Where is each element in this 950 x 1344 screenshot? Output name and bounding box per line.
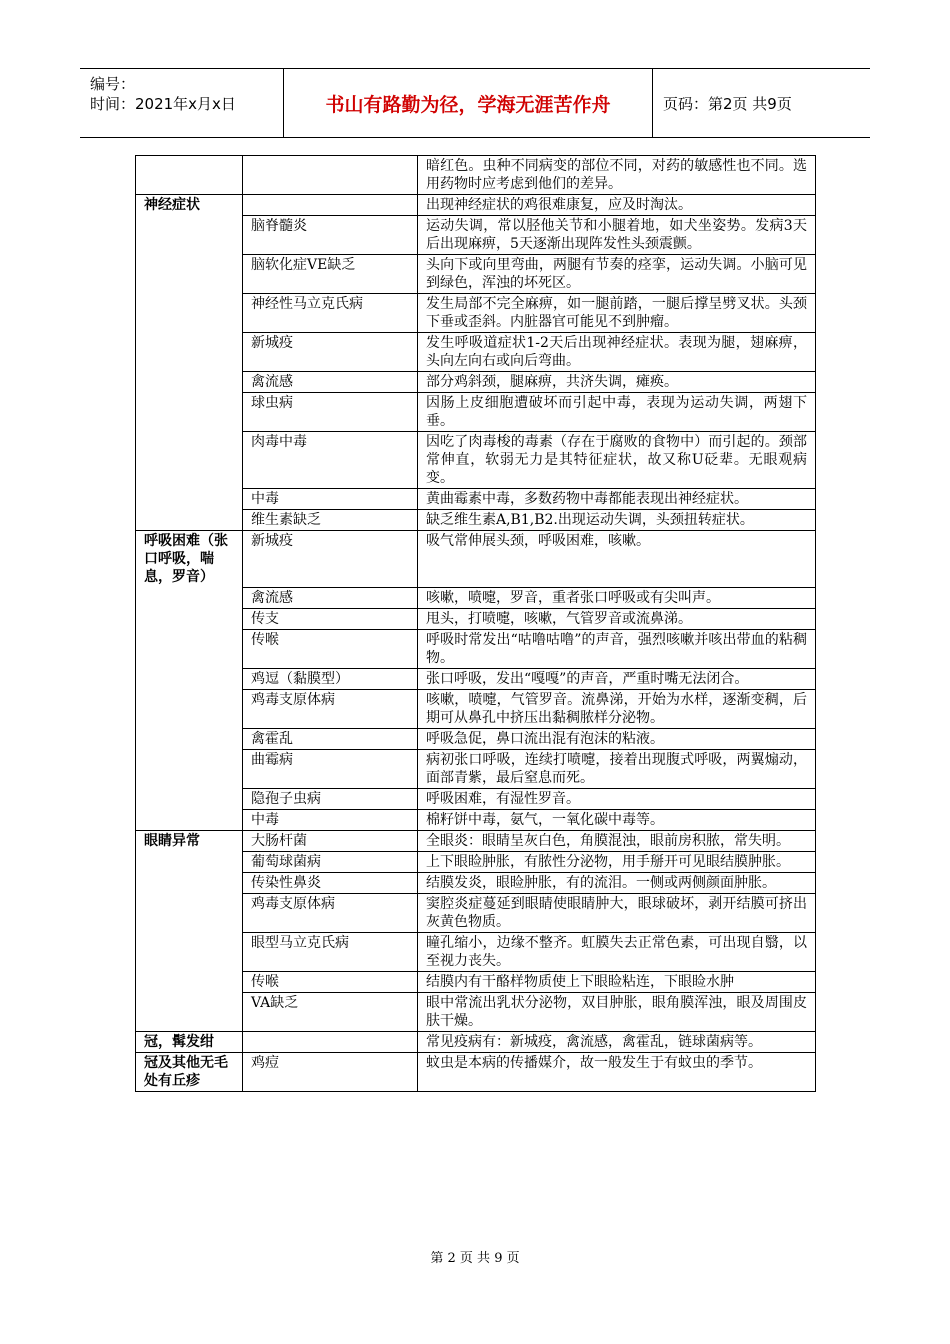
- symptom-category-cell: [136, 333, 243, 372]
- symptom-description-cell: 运动失调，常以胫他关节和小腿着地，如犬坐姿势。发病3天后出现麻痹，5天逐渐出现阵发性头颈震颤。: [418, 216, 816, 255]
- disease-name-cell: 禽流感: [243, 587, 418, 608]
- disease-name-cell: 传支: [243, 608, 418, 629]
- symptom-category-cell: [136, 728, 243, 749]
- disease-name-cell: 曲霉病: [243, 749, 418, 788]
- disease-name-cell: 球虫病: [243, 393, 418, 432]
- table-row: [136, 830, 816, 851]
- symptom-category-cell: [136, 294, 243, 333]
- symptom-category-cell: [136, 489, 243, 510]
- table-row: [136, 587, 816, 608]
- disease-name-cell: 中毒: [243, 489, 418, 510]
- disease-name-cell: 鸡逗（黏膜型）: [243, 668, 418, 689]
- disease-name-cell: 脑软化症VE缺乏: [243, 255, 418, 294]
- table-row: [136, 294, 816, 333]
- symptom-table: [135, 155, 816, 1092]
- header-motto: 书山有路勤为径，学海无涯苦作舟: [284, 69, 653, 137]
- symptom-description-cell: 黄曲霉素中毒，多数药物中毒都能表现出神经症状。: [418, 489, 816, 510]
- disease-name-cell: 脑脊髓炎: [243, 216, 418, 255]
- disease-name-cell: 大肠杆菌: [243, 830, 418, 851]
- symptom-category-cell: [136, 788, 243, 809]
- disease-name-cell: 新城疫: [243, 531, 418, 588]
- document-time-label: 时间：2021年x月x日: [90, 95, 236, 113]
- symptom-category-cell: [136, 608, 243, 629]
- symptom-description-cell: 吸气常伸展头颈，呼吸困难，咳嗽。: [418, 531, 816, 588]
- symptom-category-cell: [136, 393, 243, 432]
- table-row: [136, 971, 816, 992]
- symptom-category-cell: [136, 749, 243, 788]
- disease-name-cell: 传喉: [243, 971, 418, 992]
- symptom-category-cell: [136, 971, 243, 992]
- disease-name-cell: 维生素缺乏: [243, 510, 418, 531]
- symptom-category-cell: [136, 629, 243, 668]
- table-row: [136, 156, 816, 195]
- symptom-description-cell: 瞳孔缩小，边缘不整齐。虹膜失去正常色素，可出现自翳，以至视力丧失。: [418, 932, 816, 971]
- symptom-description-cell: 病初张口呼吸，连续打喷嚏，接着出现腹式呼吸，两翼煽动，面部青紫，最后窒息而死。: [418, 749, 816, 788]
- symptom-description-cell: 因肠上皮细胞遭破坏而引起中毒，表现为运动失调，两翅下垂。: [418, 393, 816, 432]
- disease-name-cell: 隐孢子虫病: [243, 788, 418, 809]
- symptom-category-cell: [136, 809, 243, 830]
- symptom-category-cell: [136, 932, 243, 971]
- symptom-category-cell: 冠及其他无毛处有丘疹: [136, 1052, 243, 1091]
- symptom-category-cell: [136, 372, 243, 393]
- symptom-description-cell: 发生呼吸道症状1-2天后出现神经症状。表现为腿，翅麻痹，头向左向右或向后弯曲。: [418, 333, 816, 372]
- table-row: [136, 255, 816, 294]
- symptom-description-cell: 全眼炎：眼睛呈灰白色，角膜混浊，眼前房积脓，常失明。: [418, 830, 816, 851]
- symptom-description-cell: 结膜内有干酪样物质使上下眼睑粘连，下眼睑水肿: [418, 971, 816, 992]
- table-row: [136, 872, 816, 893]
- table-row: [136, 489, 816, 510]
- disease-name-cell: 中毒: [243, 809, 418, 830]
- symptom-description-cell: 上下眼睑肿胀，有脓性分泌物，用手掰开可见眼结膜肿胀。: [418, 851, 816, 872]
- symptom-category-cell: [136, 893, 243, 932]
- table-row: [136, 608, 816, 629]
- disease-name-cell: [243, 156, 418, 195]
- disease-name-cell: 肉毒中毒: [243, 432, 418, 489]
- symptom-category-cell: [136, 992, 243, 1031]
- disease-name-cell: 禽流感: [243, 372, 418, 393]
- table-row: [136, 668, 816, 689]
- symptom-description-cell: 缺乏维生素A,B1,B2.出现运动失调，头颈扭转症状。: [418, 510, 816, 531]
- page-header: [80, 68, 870, 138]
- symptom-description-cell: 呼吸急促，鼻口流出混有泡沫的粘液。: [418, 728, 816, 749]
- symptom-description-cell: 因吃了肉毒梭的毒素（存在于腐败的食物中）而引起的。颈部常伸直，软弱无力是其特征症状，故又称U砭辈。无眼观病变。: [418, 432, 816, 489]
- symptom-description-cell: 蚊虫是本病的传播媒介，故一般发生于有蚊虫的季节。: [418, 1052, 816, 1091]
- symptom-category-cell: 神经症状: [136, 195, 243, 216]
- table-row: [136, 788, 816, 809]
- symptom-category-cell: 冠，髯发绀: [136, 1031, 243, 1052]
- symptom-category-cell: [136, 872, 243, 893]
- disease-name-cell: 传染性鼻炎: [243, 872, 418, 893]
- disease-name-cell: 葡萄球菌病: [243, 851, 418, 872]
- disease-name-cell: 鸡痘: [243, 1052, 418, 1091]
- symptom-category-cell: [136, 851, 243, 872]
- symptom-description-cell: 呼吸时常发出“咕噜咕噜”的声音，强烈咳嗽并咳出带血的粘稠物。: [418, 629, 816, 668]
- symptom-table-body: [136, 156, 816, 1092]
- disease-name-cell: 鸡毒支原体病: [243, 893, 418, 932]
- symptom-category-cell: [136, 587, 243, 608]
- table-row: [136, 372, 816, 393]
- disease-name-cell: 神经性马立克氏病: [243, 294, 418, 333]
- symptom-description-cell: 甩头，打喷嚏，咳嗽，气管罗音或流鼻涕。: [418, 608, 816, 629]
- symptom-description-cell: 呼吸困难，有湿性罗音。: [418, 788, 816, 809]
- table-row: [136, 1052, 816, 1091]
- disease-name-cell: 眼型马立克氏病: [243, 932, 418, 971]
- table-row: [136, 749, 816, 788]
- symptom-category-cell: [136, 432, 243, 489]
- disease-name-cell: 新城疫: [243, 333, 418, 372]
- table-row: [136, 195, 816, 216]
- table-row: [136, 932, 816, 971]
- disease-name-cell: [243, 1031, 418, 1052]
- symptom-category-cell: [136, 216, 243, 255]
- table-row: [136, 510, 816, 531]
- symptom-description-cell: 窦腔炎症蔓延到眼睛使眼睛肿大，眼球破坏，剥开结膜可挤出灰黄色物质。: [418, 893, 816, 932]
- symptom-description-cell: 常见疫病有：新城疫，禽流感，禽霍乱，链球菌病等。: [418, 1031, 816, 1052]
- table-row: [136, 728, 816, 749]
- table-row: [136, 851, 816, 872]
- symptom-description-cell: 头向下或向里弯曲，两腿有节奏的痉挛，运动失调。小脑可见到绿色，浑浊的坏死区。: [418, 255, 816, 294]
- table-row: [136, 393, 816, 432]
- symptom-category-cell: [136, 689, 243, 728]
- symptom-description-cell: 棉籽饼中毒，氨气，一氧化碳中毒等。: [418, 809, 816, 830]
- symptom-description-cell: 张口呼吸，发出“嘎嘎”的声音，严重时嘴无法闭合。: [418, 668, 816, 689]
- table-row: [136, 629, 816, 668]
- table-row: [136, 333, 816, 372]
- header-page-number: 页码：第2页 共9页: [663, 94, 792, 113]
- symptom-description-cell: 部分鸡斜颈，腿麻痹，共济失调，瘫痪。: [418, 372, 816, 393]
- symptom-category-cell: [136, 668, 243, 689]
- symptom-description-cell: 咳嗽，喷嚏，气管罗音。流鼻涕，开始为水样，逐渐变稠，后期可从鼻孔中挤压出黏稠脓样分泌物。: [418, 689, 816, 728]
- document-number-label: 编号：: [90, 75, 136, 93]
- table-row: [136, 216, 816, 255]
- page-footer: 第 2 页 共 9 页: [430, 1251, 520, 1266]
- symptom-description-cell: 发生局部不完全麻痹，如一腿前踏，一腿后撑呈劈叉状。头颈下垂或歪斜。内脏器官可能见不到肿瘤。: [418, 294, 816, 333]
- table-row: [136, 893, 816, 932]
- table-row: [136, 809, 816, 830]
- symptom-category-cell: 眼睛异常: [136, 830, 243, 851]
- disease-name-cell: VA缺乏: [243, 992, 418, 1031]
- symptom-description-cell: 结膜发炎，眼睑肿胀，有的流泪。一侧或两侧颜面肿胀。: [418, 872, 816, 893]
- symptom-description-cell: 暗红色。虫种不同病变的部位不同，对药的敏感性也不同。选用药物时应考虑到他们的差异。: [418, 156, 816, 195]
- disease-name-cell: [243, 195, 418, 216]
- disease-name-cell: 禽霍乱: [243, 728, 418, 749]
- symptom-description-cell: 眼中常流出乳状分泌物，双目肿胀，眼角膜浑浊，眼及周围皮肤干燥。: [418, 992, 816, 1031]
- symptom-description-cell: 咳嗽，喷嚏，罗音，重者张口呼吸或有尖叫声。: [418, 587, 816, 608]
- symptom-category-cell: [136, 156, 243, 195]
- symptom-category-cell: 呼吸困难（张口呼吸，喘息，罗音）: [136, 531, 243, 588]
- table-row: [136, 992, 816, 1031]
- symptom-category-cell: [136, 510, 243, 531]
- symptom-description-cell: 出现神经症状的鸡很难康复，应及时淘汰。: [418, 195, 816, 216]
- table-row: [136, 1031, 816, 1052]
- symptom-category-cell: [136, 255, 243, 294]
- disease-name-cell: 传喉: [243, 629, 418, 668]
- disease-name-cell: 鸡毒支原体病: [243, 689, 418, 728]
- table-row: [136, 689, 816, 728]
- table-row: [136, 432, 816, 489]
- table-row: [136, 531, 816, 588]
- header-meta: [80, 69, 284, 137]
